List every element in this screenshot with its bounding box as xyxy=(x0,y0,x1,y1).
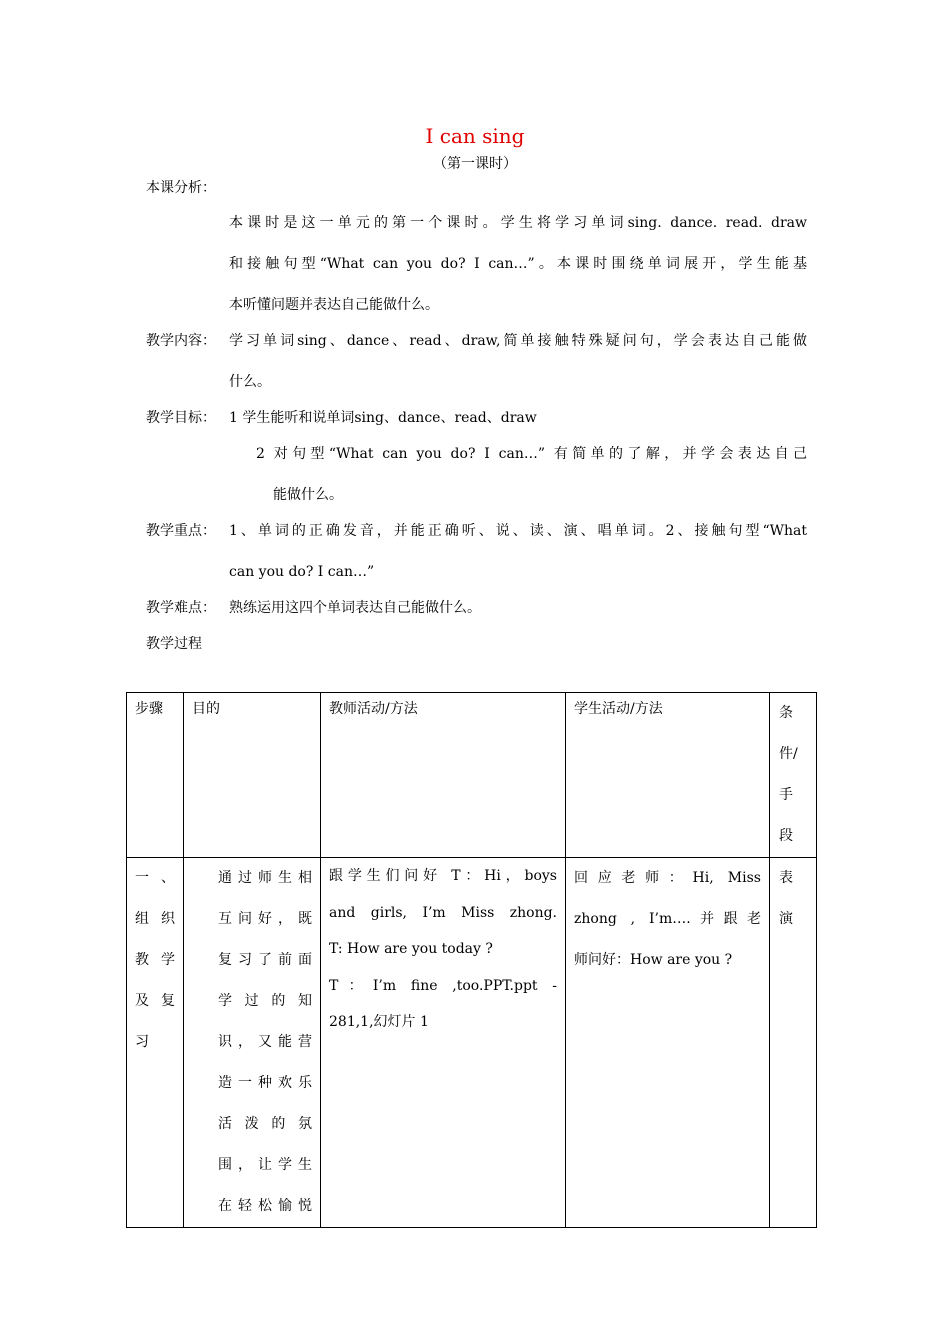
row-teacher-line: T: How are you today ? xyxy=(329,941,493,957)
row-student-line: zhong , I’m….并跟老 xyxy=(574,911,761,927)
header-tools-line: 件/ xyxy=(779,746,798,762)
key-points-line-2: can you do? I can…” xyxy=(229,564,375,580)
row-teacher xyxy=(321,858,566,1228)
difficulty-text: 熟练运用这四个单词表达自己能做什么。 xyxy=(229,600,481,616)
row-step-line: 组织 xyxy=(135,911,175,927)
header-teacher: 教师活动/方法 xyxy=(321,693,566,858)
process-label: 教学过程 xyxy=(146,636,202,652)
row-step-line: 教学 xyxy=(135,952,175,968)
key-points-line-1: 1、单词的正确发音，并能正确听、说、读、演、唱单词。2、接触句型“What xyxy=(229,523,807,539)
row-step-line: 习 xyxy=(135,1034,149,1050)
row-tools-line: 表 xyxy=(779,870,793,886)
row-purpose-line: 活泼的氛 xyxy=(218,1116,312,1132)
analysis-label: 本课分析： xyxy=(146,180,216,196)
table-row xyxy=(127,858,817,1228)
row-student-line: 回应老师：Hi, Miss xyxy=(574,870,761,886)
row-teacher-line: 跟学生们问好 T：Hi，boys xyxy=(329,868,557,884)
key-points-label: 教学重点： xyxy=(146,523,216,539)
header-tools-line: 手 xyxy=(779,787,793,803)
content-line-2: 什么。 xyxy=(229,374,271,390)
objectives-line-1: 1 学生能听和说单词sing、dance、read、draw xyxy=(229,410,537,426)
row-teacher-line: T：I’m fine ,too.PPT.ppt - xyxy=(329,977,557,994)
difficulty-label: 教学难点： xyxy=(146,600,216,616)
header-tools-line: 段 xyxy=(779,828,793,844)
header-purpose: 目的 xyxy=(184,693,321,858)
row-purpose-line: 围，让学生 xyxy=(218,1157,312,1173)
row-purpose-line: 复习了前面 xyxy=(218,952,312,968)
row-teacher-line: 281,1,幻灯片 1 xyxy=(329,1014,429,1030)
document-title: I can sing xyxy=(425,124,525,148)
analysis-line-3: 本听懂问题并表达自己能做什么。 xyxy=(229,297,439,313)
process-table xyxy=(126,692,817,1228)
content-label: 教学内容： xyxy=(146,333,216,349)
row-tools-line: 演 xyxy=(779,911,793,927)
objectives-label: 教学目标： xyxy=(146,410,216,426)
row-purpose xyxy=(184,858,321,1228)
table-header-row xyxy=(127,693,817,858)
row-step xyxy=(127,858,184,1228)
row-tools xyxy=(770,858,817,1228)
row-step-line: 及复 xyxy=(135,993,175,1009)
header-step: 步骤 xyxy=(127,693,184,858)
content-line-1: 学习单词sing、dance、read、draw,简单接触特殊疑问句，学会表达自己能做 xyxy=(229,333,807,349)
header-tools xyxy=(770,693,817,858)
objectives-line-3: 能做什么。 xyxy=(273,487,343,503)
row-purpose-line: 识，又能营 xyxy=(218,1034,312,1050)
header-student: 学生活动/方法 xyxy=(566,693,770,858)
row-student-line: 师问好：How are you ? xyxy=(574,952,733,968)
row-purpose-line: 通过师生相 xyxy=(218,870,312,886)
analysis-line-2: 和接触句型“What can you do? I can…”。本课时围绕单词展开，学生能基 xyxy=(229,256,807,272)
row-step-line: 一、 xyxy=(135,870,175,886)
row-student xyxy=(566,858,770,1228)
header-tools-line: 条 xyxy=(779,705,793,721)
row-purpose-line: 互问好，既 xyxy=(218,911,312,927)
analysis-line-1: 本课时是这一单元的第一个课时。学生将学习单词sing. dance. read. draw xyxy=(229,215,807,231)
row-purpose-line: 在轻松愉悦 xyxy=(218,1198,312,1214)
row-purpose-line: 学过的知 xyxy=(218,993,312,1009)
objectives-line-2: 2 对句型“What can you do? I can…” 有简单的了解，并学会表达自己 xyxy=(256,446,807,462)
row-teacher-line: and girls, I’m Miss zhong. xyxy=(329,904,557,921)
row-purpose-line: 造一种欢乐 xyxy=(218,1075,312,1091)
document-subtitle: （第一课时） xyxy=(433,156,517,172)
